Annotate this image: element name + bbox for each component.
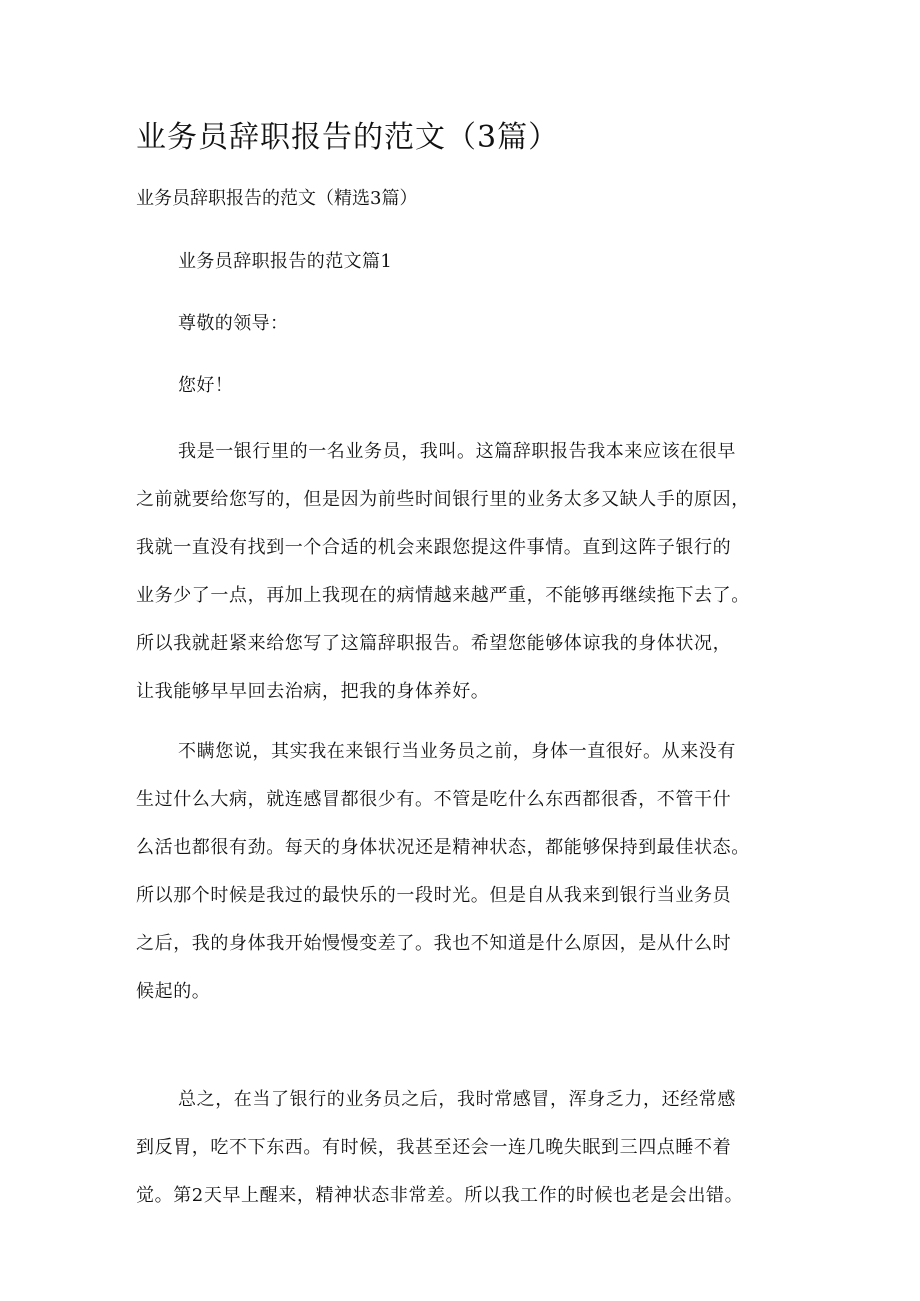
- paragraph-line: 所以我就赶紧来给您写了这篇辞职报告。希望您能够体谅我的身体状况，: [136, 633, 732, 654]
- paragraph-line: 我就一直没有找到一个合适的机会来跟您提这件事情。直到这阵子银行的: [136, 537, 732, 558]
- paragraph-line: 之前就要给您写的，但是因为前些时间银行里的业务太多又缺人手的原因，: [136, 489, 750, 510]
- salutation: 尊敬的领导：: [178, 313, 289, 334]
- section-heading: 业务员辞职报告的范文篇1: [178, 251, 393, 272]
- paragraph-line: 生过什么大病，就连感冒都很少有。不管是吃什么东西都很香，不管干什: [136, 789, 732, 810]
- paragraph-line: 让我能够早早回去治病，把我的身体养好。: [136, 681, 490, 702]
- paragraph-line: 总之，在当了银行的业务员之后，我时常感冒，浑身乏力，还经常感: [178, 1089, 736, 1110]
- paragraph-line: 之后，我的身体我开始慢慢变差了。我也不知道是什么原因，是从什么时: [136, 933, 732, 954]
- paragraph-line: 觉。第2天早上醒来，精神状态非常差。所以我工作的时候也老是会出错。: [136, 1185, 744, 1206]
- paragraph-3: [136, 1076, 796, 1220]
- paragraph-line: 候起的。: [136, 981, 211, 1002]
- greeting: 您好！: [178, 375, 234, 396]
- paragraph-line: 到反胃，吃不下东西。有时候，我甚至还会一连几晚失眠到三四点睡不着: [136, 1137, 732, 1158]
- paragraph-line: 我是一银行里的一名业务员，我叫。这篇辞职报告我本来应该在很早: [178, 441, 736, 462]
- document-title: 业务员辞职报告的范文（3篇）: [136, 120, 560, 155]
- document-subtitle: 业务员辞职报告的范文（精选3篇）: [136, 188, 418, 209]
- paragraph-line: 不瞒您说，其实我在来银行当业务员之前，身体一直很好。从来没有: [178, 741, 736, 762]
- paragraph-line: 所以那个时候是我过的最快乐的一段时光。但是自从我来到银行当业务员: [136, 885, 732, 906]
- paragraph-1: [136, 428, 796, 716]
- paragraph-line: 业务少了一点，再加上我现在的病情越来越严重，不能够再继续拖下去了。: [136, 585, 750, 606]
- paragraph-line: 么活也都很有劲。每天的身体状况还是精神状态，都能够保持到最佳状态。: [136, 837, 750, 858]
- paragraph-2: [136, 728, 796, 1016]
